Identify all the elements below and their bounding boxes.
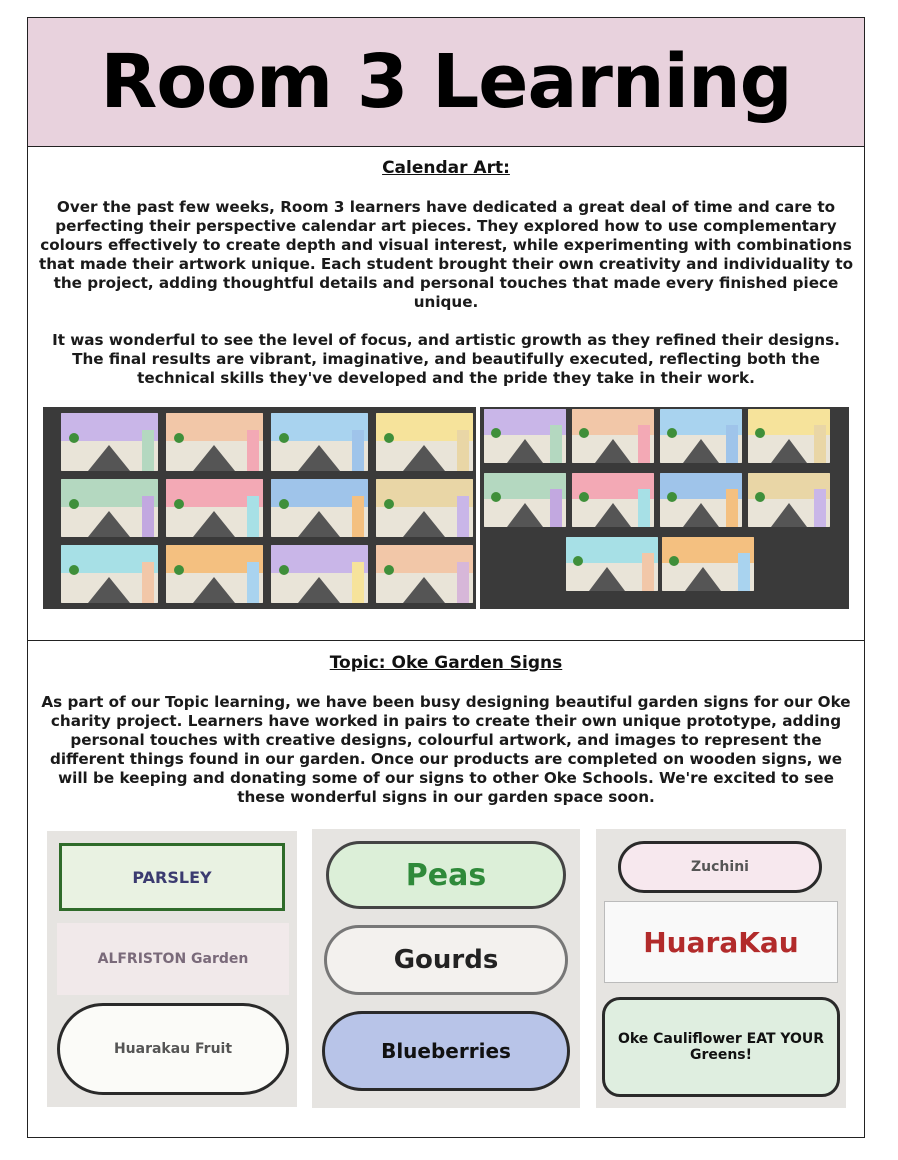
- garden-sign-photo-1: [47, 831, 297, 1107]
- sign-blueberries: [322, 1011, 570, 1091]
- sign-oke-cauliflower: [602, 997, 840, 1097]
- artwork-card: [376, 413, 473, 471]
- artwork-card: [662, 537, 754, 591]
- artwork-card: [376, 545, 473, 603]
- calendar-art-heading: Calendar Art:: [382, 158, 510, 178]
- calendar-art-paragraph-1: Over the past few weeks, Room 3 learners have dedicated a great deal of time and care to perfecting their perspective calendar art pieces. They explored how to use complementary colours effectively to create depth and visual interest, while experimenting with combinations that made their artwork unique. Each student brought their own creativity and individuality to the project, adding thoughtful details and personal touches that made every finished piece unique.: [38, 198, 854, 311]
- sign-oke-cauliflower-label: Oke Cauliflower EAT YOUR Greens!: [617, 1031, 825, 1063]
- artwork-card: [271, 413, 368, 471]
- artwork-card: [61, 413, 158, 471]
- sign-huarakau-fruit: [57, 1003, 289, 1095]
- artwork-card: [660, 473, 742, 527]
- sign-gourds: [324, 925, 568, 995]
- artwork-card: [61, 479, 158, 537]
- sign-parsley-label: PARSLEY: [132, 867, 212, 887]
- artwork-card: [572, 473, 654, 527]
- sign-zuchini: [618, 841, 822, 893]
- artwork-card: [61, 545, 158, 603]
- sign-parsley: [59, 843, 285, 911]
- artwork-card: [166, 545, 263, 603]
- garden-signs-paragraph: As part of our Topic learning, we have been busy designing beautiful garden signs for our Oke charity project. Learners have worked in pairs to create their own unique prototype, adding personal touches with creative designs, colourful artwork, and images to represent the different things found in our garden. Once our products are completed on wooden signs, we will be keeping and donating some of our signs to other Oke Schools. We're excited to see these wonderful signs in our garden space soon.: [41, 693, 851, 806]
- garden-signs-heading: Topic: Oke Garden Signs: [329, 653, 563, 673]
- artwork-card: [748, 473, 830, 527]
- artwork-card: [484, 473, 566, 527]
- calendar-art-section: [28, 146, 864, 641]
- sign-zuchini-label: Zuchini: [691, 859, 749, 875]
- artwork-card: [748, 409, 830, 463]
- sign-alfriston-garden-label: ALFRISTON Garden: [97, 951, 249, 967]
- sign-peas-label: Peas: [405, 857, 487, 893]
- sign-huarakau-label: HuaraKau: [643, 925, 799, 959]
- artwork-card: [271, 479, 368, 537]
- artwork-card: [166, 479, 263, 537]
- title-band: [28, 18, 864, 147]
- artwork-card: [566, 537, 658, 591]
- sign-huarakau-fruit-label: Huarakau Fruit: [113, 1041, 233, 1057]
- artwork-card: [376, 479, 473, 537]
- garden-sign-photo-3: [596, 829, 846, 1108]
- sign-blueberries-label: Blueberries: [381, 1039, 511, 1063]
- calendar-art-photo-left: [43, 407, 476, 609]
- artwork-card: [271, 545, 368, 603]
- calendar-art-paragraph-2: It was wonderful to see the level of focus, and artistic growth as they refined their designs. The final results are vibrant, imaginative, and beautifully executed, reflecting both the technical skills they've developed and the pride they take in their work.: [52, 331, 840, 387]
- calendar-art-photo-right: [480, 407, 849, 609]
- page-frame: [27, 17, 865, 1138]
- garden-sign-photo-2: [312, 829, 580, 1108]
- garden-signs-section: [28, 641, 864, 1137]
- page-title: Room 3 Learning: [100, 39, 792, 125]
- artwork-card: [166, 413, 263, 471]
- artwork-card: [572, 409, 654, 463]
- artwork-card: [660, 409, 742, 463]
- sign-gourds-label: Gourds: [393, 945, 499, 975]
- sign-alfriston-garden: [57, 923, 289, 995]
- sign-peas: [326, 841, 566, 909]
- sign-huarakau: [604, 901, 838, 983]
- artwork-card: [484, 409, 566, 463]
